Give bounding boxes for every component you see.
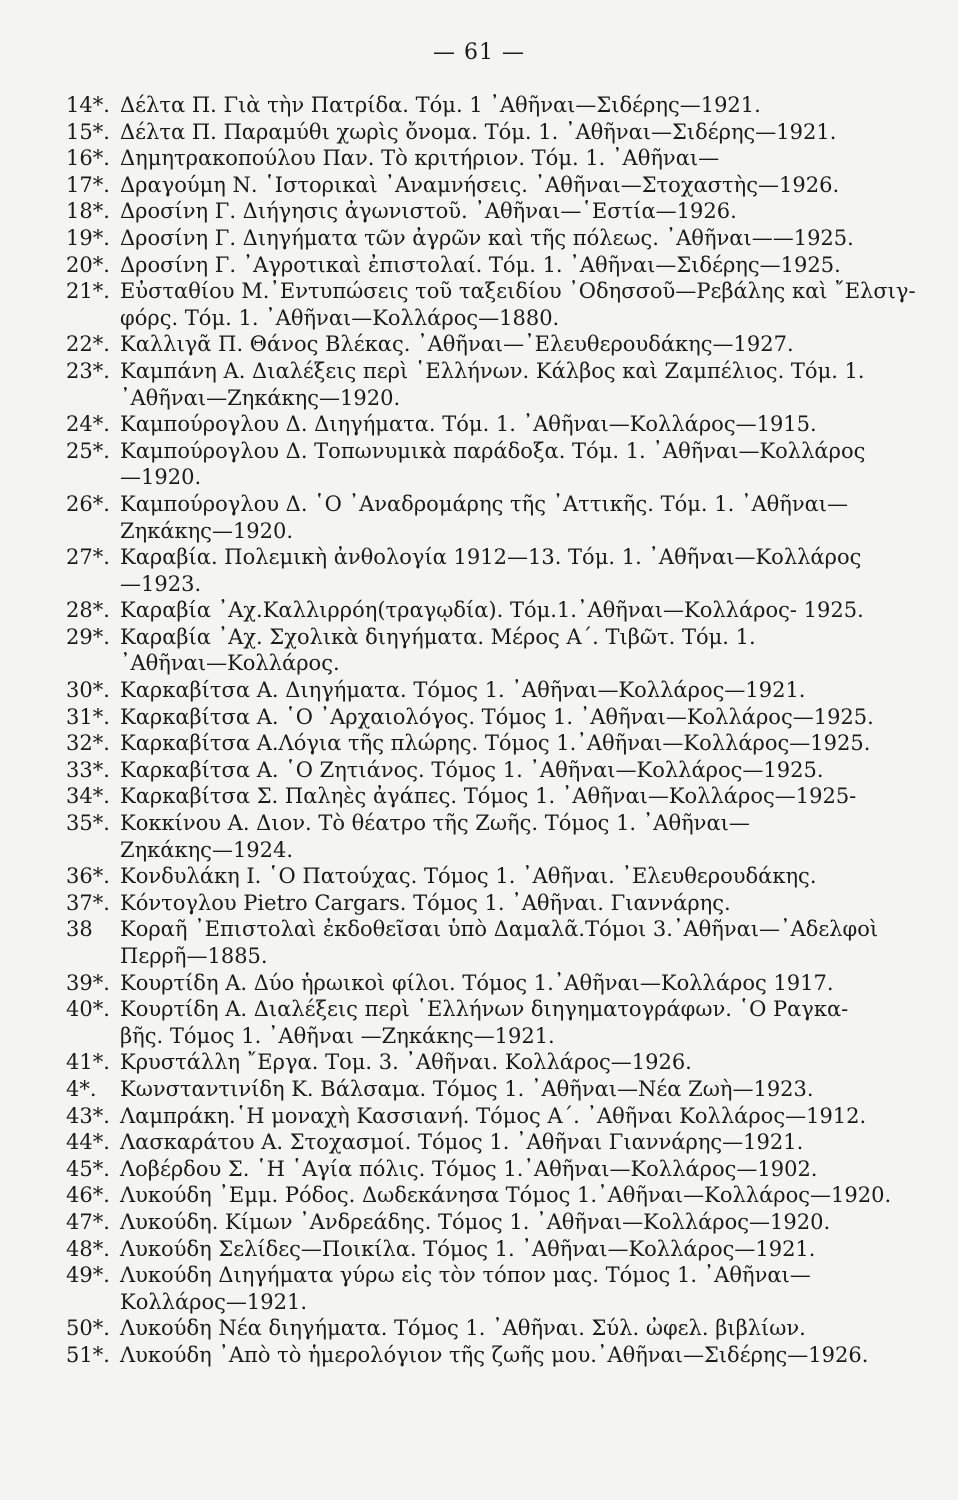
bibliography-entry — [66, 198, 926, 225]
bibliography-entry — [66, 172, 926, 199]
bibliography-entry — [66, 1236, 926, 1263]
bibliography-entry — [66, 1262, 926, 1315]
entry-number: 19*. — [66, 225, 110, 250]
entry-text: Καρκαβίτσα Α. ῾Ο Ζητιάνος. Τόμος 1. ᾿Αθῆναι—Κολλάρος—1925. — [120, 757, 824, 782]
entry-text: Λυκούδη Νέα διηγήματα. Τόμος 1. ᾿Αθῆναι. Σύλ. ὠφελ. βιβλίων. — [120, 1316, 806, 1341]
entry-number: 38 — [66, 917, 93, 942]
entry-text: Λαμπράκη.῾Η μοναχὴ Κασσιανή. Τόμος Α΄. ᾿Αθῆναι Κολλάρος—1912. — [120, 1103, 867, 1128]
entry-number: 28*. — [66, 598, 110, 623]
bibliography-entry — [66, 1129, 926, 1156]
entry-text: Δέλτα Π. Γιὰ τὴν Πατρίδα. Τόμ. 1 ᾿Αθῆναι—Σιδέρης—1921. — [120, 93, 761, 117]
bibliography-entry — [66, 1156, 926, 1183]
entry-text: Δροσίνη Γ. ᾿Αγροτικαὶ ἐπιστολαί. Τόμ. 1. ᾿Αθῆναι—Σιδέρης—1925. — [120, 252, 841, 277]
bibliography-entry — [66, 783, 926, 810]
entry-text: Καλλιγᾶ Π. Θάνος Βλέκας. ᾿Αθῆναι—᾿Ελευθερουδάκης—1927. — [120, 332, 794, 357]
entry-text: Καμπάνη Α. Διαλέξεις περὶ ῾Ελλήνων. Κάλβος καὶ Ζαμπέλιος. Τόμ. 1. — [120, 358, 865, 383]
bibliography-entry — [66, 544, 926, 597]
entry-continuation: Κολλάρος—1921. — [120, 1289, 308, 1314]
entry-continuation: Ζηκάκης—1924. — [120, 837, 294, 862]
entry-number: 45*. — [66, 1156, 110, 1181]
entry-number: 27*. — [66, 545, 110, 570]
bibliography-entry — [66, 252, 926, 279]
entry-text: Καρκαβίτσα Α. ῾Ο ᾿Αρχαιολόγος. Τόμος 1. ᾿Αθῆναι—Κολλάρος—1925. — [120, 704, 874, 729]
entry-text: Δροσίνη Γ. Διήγησις ἀγωνιστοῦ. ᾿Αθῆναι—῾Εστία—1926. — [120, 199, 737, 224]
bibliography-entry — [66, 1103, 926, 1130]
entry-number: 51*. — [66, 1342, 110, 1367]
entry-text: Λυκούδη ᾿Απὸ τὸ ἡμερολόγιον τῆς ζωῆς μου.᾿Αθῆναι—Σιδέρης—1926. — [120, 1342, 869, 1367]
entry-text: Κονδυλάκη Ι. ῾Ο Πατούχας. Τόμος 1. ᾿Αθῆναι. ᾿Ελευθερουδάκης. — [120, 864, 817, 889]
bibliography-entry — [66, 278, 926, 331]
entry-text: Λυκούδη ᾿Εμμ. Ρόδος. Δωδεκάνησα Τόμος 1.᾿Αθῆναι—Κολλάρος—1920. — [120, 1183, 892, 1208]
entry-continuation: Περρῆ—1885. — [120, 944, 268, 968]
entry-number: 32*. — [66, 731, 110, 756]
entry-continuation: —1923. — [120, 571, 202, 596]
entry-number: 22*. — [66, 332, 110, 357]
entry-text: Καμπούρογλου Δ. Τοπωνυμικὰ παράδοξα. Τόμ. 1. ᾿Αθῆναι—Κολλάρος — [120, 438, 866, 463]
entry-text: Κωνσταντινίδη Κ. Βάλσαμα. Τόμος 1. ᾿Αθῆναι—Νέα Ζωὴ—1923. — [120, 1076, 814, 1101]
bibliography-entry — [66, 225, 926, 252]
entry-text: Κοκκίνου Α. Διον. Τὸ θέατρο τῆς Ζωῆς. Τόμος 1. ᾿Αθῆναι— — [120, 811, 750, 836]
entry-text: Κοραῆ ᾿Επιστολαὶ ἐκδοθεῖσαι ὑπὸ Δαμαλᾶ.Τόμοι 3.᾿Αθῆναι—᾿Αδελφοὶ — [120, 917, 879, 942]
entry-number: 24*. — [66, 412, 110, 437]
bibliography-entry — [66, 597, 926, 624]
entry-text: Κρυστάλλη ῎Εργα. Τομ. 3. ᾿Αθῆναι. Κολλάρος—1926. — [120, 1050, 692, 1075]
entry-text: Λυκούδη Σελίδες—Ποικίλα. Τόμος 1. ᾿Αθῆναι—Κολλάρος—1921. — [120, 1236, 816, 1261]
bibliography-entry — [66, 1342, 926, 1369]
entry-text: Καρκαβίτσα Σ. Παληὲς ἀγάπες. Τόμος 1. ᾿Αθῆναι—Κολλάρος—1925- — [120, 784, 857, 809]
entry-number: 16*. — [66, 146, 110, 171]
bibliography-entry — [66, 438, 926, 491]
entry-text: Λασκαράτου Α. Στοχασμοί. Τόμος 1. ᾿Αθῆναι Γιαννάρης—1921. — [120, 1130, 804, 1155]
entry-text: Δραγούμη Ν. ῾Ιστορικαὶ ᾿Αναμνήσεις. ᾿Αθῆναι—Στοχαστὴς—1926. — [120, 172, 840, 197]
bibliography-entry — [66, 677, 926, 704]
entry-text: Καμπούρογλου Δ. Διηγήματα. Τόμ. 1. ᾿Αθῆναι—Κολλάρος—1915. — [120, 412, 817, 437]
entry-continuation: Ζηκάκης—1920. — [120, 518, 294, 543]
entry-number: 40*. — [66, 997, 110, 1022]
bibliography-entry — [66, 810, 926, 863]
bibliography-entry — [66, 411, 926, 438]
entry-continuation: —1920. — [120, 465, 202, 490]
entry-text: Κουρτίδη Α. Διαλέξεις περὶ ῾Ελλήνων διηγηματογράφων. ῾Ο Ραγκα- — [120, 997, 849, 1022]
entry-number: 50*. — [66, 1316, 110, 1341]
entry-number: 29*. — [66, 624, 110, 649]
entry-number: 30*. — [66, 678, 110, 703]
entry-number: 44*. — [66, 1130, 110, 1155]
bibliography-entry — [66, 1076, 926, 1103]
bibliography-entry — [66, 704, 926, 731]
bibliography-entry — [66, 996, 926, 1049]
entry-text: Καραβία ᾿Αχ.Καλλιρρόη(τραγῳδία). Τόμ.1.᾿Αθῆναι—Κολλάρος- 1925. — [120, 598, 864, 623]
bibliography-entry — [66, 970, 926, 997]
entry-number: 33*. — [66, 757, 110, 782]
bibliography-entry — [66, 1315, 926, 1342]
entry-text: Καμπούρογλου Δ. ῾Ο ᾿Αναδρομάρης τῆς ᾿Αττικῆς. Τόμ. 1. ᾿Αθῆναι— — [120, 491, 849, 516]
entry-text: Καραβία. Πολεμικὴ ἀνθολογία 1912—13. Τόμ. 1. ᾿Αθῆναι—Κολλάρος — [120, 545, 862, 570]
bibliography-entry — [66, 145, 926, 172]
entry-number: 20*. — [66, 252, 110, 277]
entry-number: 15*. — [66, 119, 110, 144]
entry-number: 41*. — [66, 1050, 110, 1075]
bibliography-entry — [66, 624, 926, 677]
entry-number: 18*. — [66, 199, 110, 224]
entry-number: 46*. — [66, 1183, 110, 1208]
entry-text: Κουρτίδη Α. Δύο ἡρωικοὶ φίλοι. Τόμος 1.᾿Αθῆναι—Κολλάρος 1917. — [120, 970, 834, 995]
bibliography-list — [66, 92, 926, 1369]
entry-number: 43*. — [66, 1103, 110, 1128]
entry-number: 31*. — [66, 704, 110, 729]
entry-text: Καρκαβίτσα Α.Λόγια τῆς πλώρης. Τόμος 1.᾿Αθῆναι—Κολλάρος—1925. — [120, 731, 871, 756]
bibliography-entry — [66, 916, 926, 969]
bibliography-entry — [66, 358, 926, 411]
bibliography-entry — [66, 730, 926, 757]
entry-number: 25*. — [66, 438, 110, 463]
entry-text: Δημητρακοπούλου Παν. Τὸ κριτήριον. Τόμ. 1. ᾿Αθῆναι— — [120, 146, 720, 171]
bibliography-entry — [66, 890, 926, 917]
entry-number: 39*. — [66, 970, 110, 995]
bibliography-entry — [66, 1209, 926, 1236]
entry-continuation: φόρς. Τόμ. 1. ᾿Αθῆναι—Κολλάρος—1880. — [120, 305, 560, 330]
entry-number: 14*. — [66, 93, 110, 117]
entry-continuation: ᾿Αθῆναι—Κολλάρος. — [120, 651, 340, 676]
entry-text: Εὐσταθίου Μ.᾿Εντυπώσεις τοῦ ταξειδίου ᾿Οδησσοῦ—Ρεβάλης καὶ ῎Ελσιγ- — [120, 279, 916, 304]
entry-text: Καραβία ᾿Αχ. Σχολικὰ διηγήματα. Μέρος Α΄. Τιβῶτ. Τόμ. 1. — [120, 624, 756, 649]
bibliography-entry — [66, 1049, 926, 1076]
bibliography-entry — [66, 331, 926, 358]
entry-number: 47*. — [66, 1209, 110, 1234]
page-number: — 61 — — [433, 40, 525, 65]
bibliography-entry — [66, 92, 926, 119]
entry-number: 17*. — [66, 172, 110, 197]
entry-number: 48*. — [66, 1236, 110, 1261]
entry-continuation: ᾿Αθῆναι—Ζηκάκης—1920. — [120, 385, 401, 410]
bibliography-entry — [66, 757, 926, 784]
entry-number: 37*. — [66, 890, 110, 915]
bibliography-entry — [66, 491, 926, 544]
bibliography-entry — [66, 119, 926, 146]
entry-number: 34*. — [66, 784, 110, 809]
entry-continuation: βῆς. Τόμος 1. ᾿Αθῆναι —Ζηκάκης—1921. — [120, 1023, 555, 1048]
entry-number: 26*. — [66, 491, 110, 516]
entry-text: Δροσίνη Γ. Διηγήματα τῶν ἀγρῶν καὶ τῆς πόλεως. ᾿Αθῆναι——1925. — [120, 225, 854, 250]
entry-number: 4*. — [66, 1076, 97, 1101]
bibliography-entry — [66, 863, 926, 890]
entry-text: Λυκούδη Διηγήματα γύρω εἰς τὸν τόπον μας. Τόμος 1. ᾿Αθῆναι— — [120, 1263, 811, 1288]
entry-text: Κόντογλου Pietro Cargars. Τόμος 1. ᾿Αθῆναι. Γιαννάρης. — [120, 890, 731, 915]
entry-number: 49*. — [66, 1263, 110, 1288]
entry-text: Δέλτα Π. Παραμύθι χωρὶς ὄνομα. Τόμ. 1. ᾿Αθῆναι—Σιδέρης—1921. — [120, 119, 837, 144]
entry-number: 23*. — [66, 358, 110, 383]
entry-number: 21*. — [66, 279, 110, 304]
entry-text: Καρκαβίτσα Α. Διηγήματα. Τόμος 1. ᾿Αθῆναι—Κολλάρος—1921. — [120, 678, 806, 703]
entry-text: Λυκούδη. Κίμων ᾿Ανδρεάδης. Τόμος 1. ᾿Αθῆναι—Κολλάρος—1920. — [120, 1209, 831, 1234]
bibliography-entry — [66, 1182, 926, 1209]
entry-text: Λοβέρδου Σ. ῾Η ῾Αγία πόλις. Τόμος 1.᾿Αθῆναι—Κολλάρος—1902. — [120, 1156, 818, 1181]
entry-number: 35*. — [66, 811, 110, 836]
entry-number: 36*. — [66, 864, 110, 889]
